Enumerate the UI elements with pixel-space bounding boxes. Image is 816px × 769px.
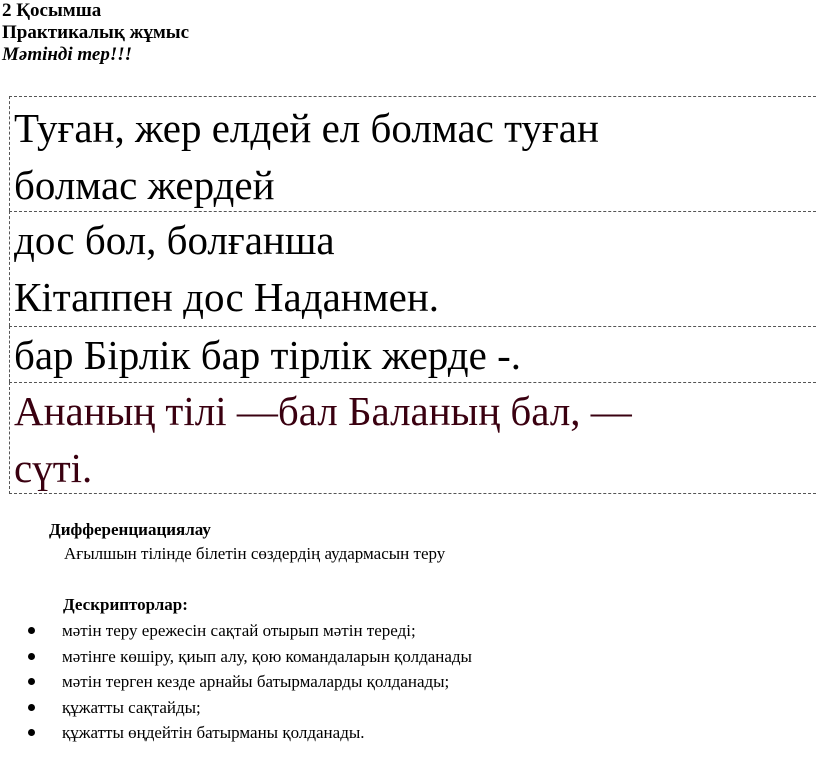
descriptors-list bbox=[22, 618, 472, 746]
list-item bbox=[22, 618, 472, 644]
bullet-icon bbox=[28, 678, 35, 685]
bullet-icon bbox=[28, 704, 35, 711]
document-header bbox=[2, 0, 189, 66]
list-item bbox=[22, 669, 472, 695]
proverb-row bbox=[9, 96, 816, 211]
proverb-row bbox=[9, 326, 816, 382]
proverb-row bbox=[9, 211, 816, 326]
proverb-row bbox=[9, 382, 816, 494]
appendix-label: 2 Қосымша bbox=[2, 0, 102, 21]
proverb-line: бар Бірлік бар тірлік жерде -. bbox=[14, 332, 521, 378]
differentiation-task: Ағылшын тілінде білетін сөздердің аудармасын теру bbox=[64, 544, 446, 563]
proverbs-table bbox=[9, 96, 816, 494]
list-item bbox=[22, 695, 472, 721]
descriptor-text: мәтін теру ережесін сақтай отырып мәтін тереді; bbox=[62, 621, 416, 640]
proverb-line: Кітаппен дос Наданмен. bbox=[14, 274, 440, 320]
list-item bbox=[22, 644, 472, 670]
proverb-line: Туған, жер елдей ел болмас туған bbox=[14, 105, 599, 151]
descriptor-text: құжатты өңдейтін батырманы қолданады. bbox=[62, 723, 365, 742]
descriptor-text: мәтінге көшіру, қиып алу, қою командаларын қолданады bbox=[62, 646, 472, 666]
proverb-line: сүті. bbox=[14, 445, 93, 491]
task-instruction: Мәтінді тер!!! bbox=[2, 44, 133, 65]
differentiation-section bbox=[49, 518, 445, 566]
bullet-icon bbox=[28, 729, 35, 736]
descriptors-title: Дескрипторлар: bbox=[63, 595, 188, 614]
bullet-icon bbox=[28, 653, 35, 660]
practical-work-label: Практикалық жұмыс bbox=[2, 22, 190, 43]
list-item bbox=[22, 720, 472, 746]
proverb-line: дос бол, болғанша bbox=[14, 217, 335, 263]
bullet-icon bbox=[28, 627, 35, 634]
differentiation-title: Дифференциациялау bbox=[49, 520, 211, 539]
proverb-line: Ананың тілі —бал Баланың бал, — bbox=[14, 388, 632, 434]
proverb-line: болмас жердей bbox=[14, 162, 275, 208]
descriptor-text: мәтін терген кезде арнайы батырмаларды қолданады; bbox=[62, 672, 450, 691]
descriptor-text: құжатты сақтайды; bbox=[62, 697, 201, 717]
